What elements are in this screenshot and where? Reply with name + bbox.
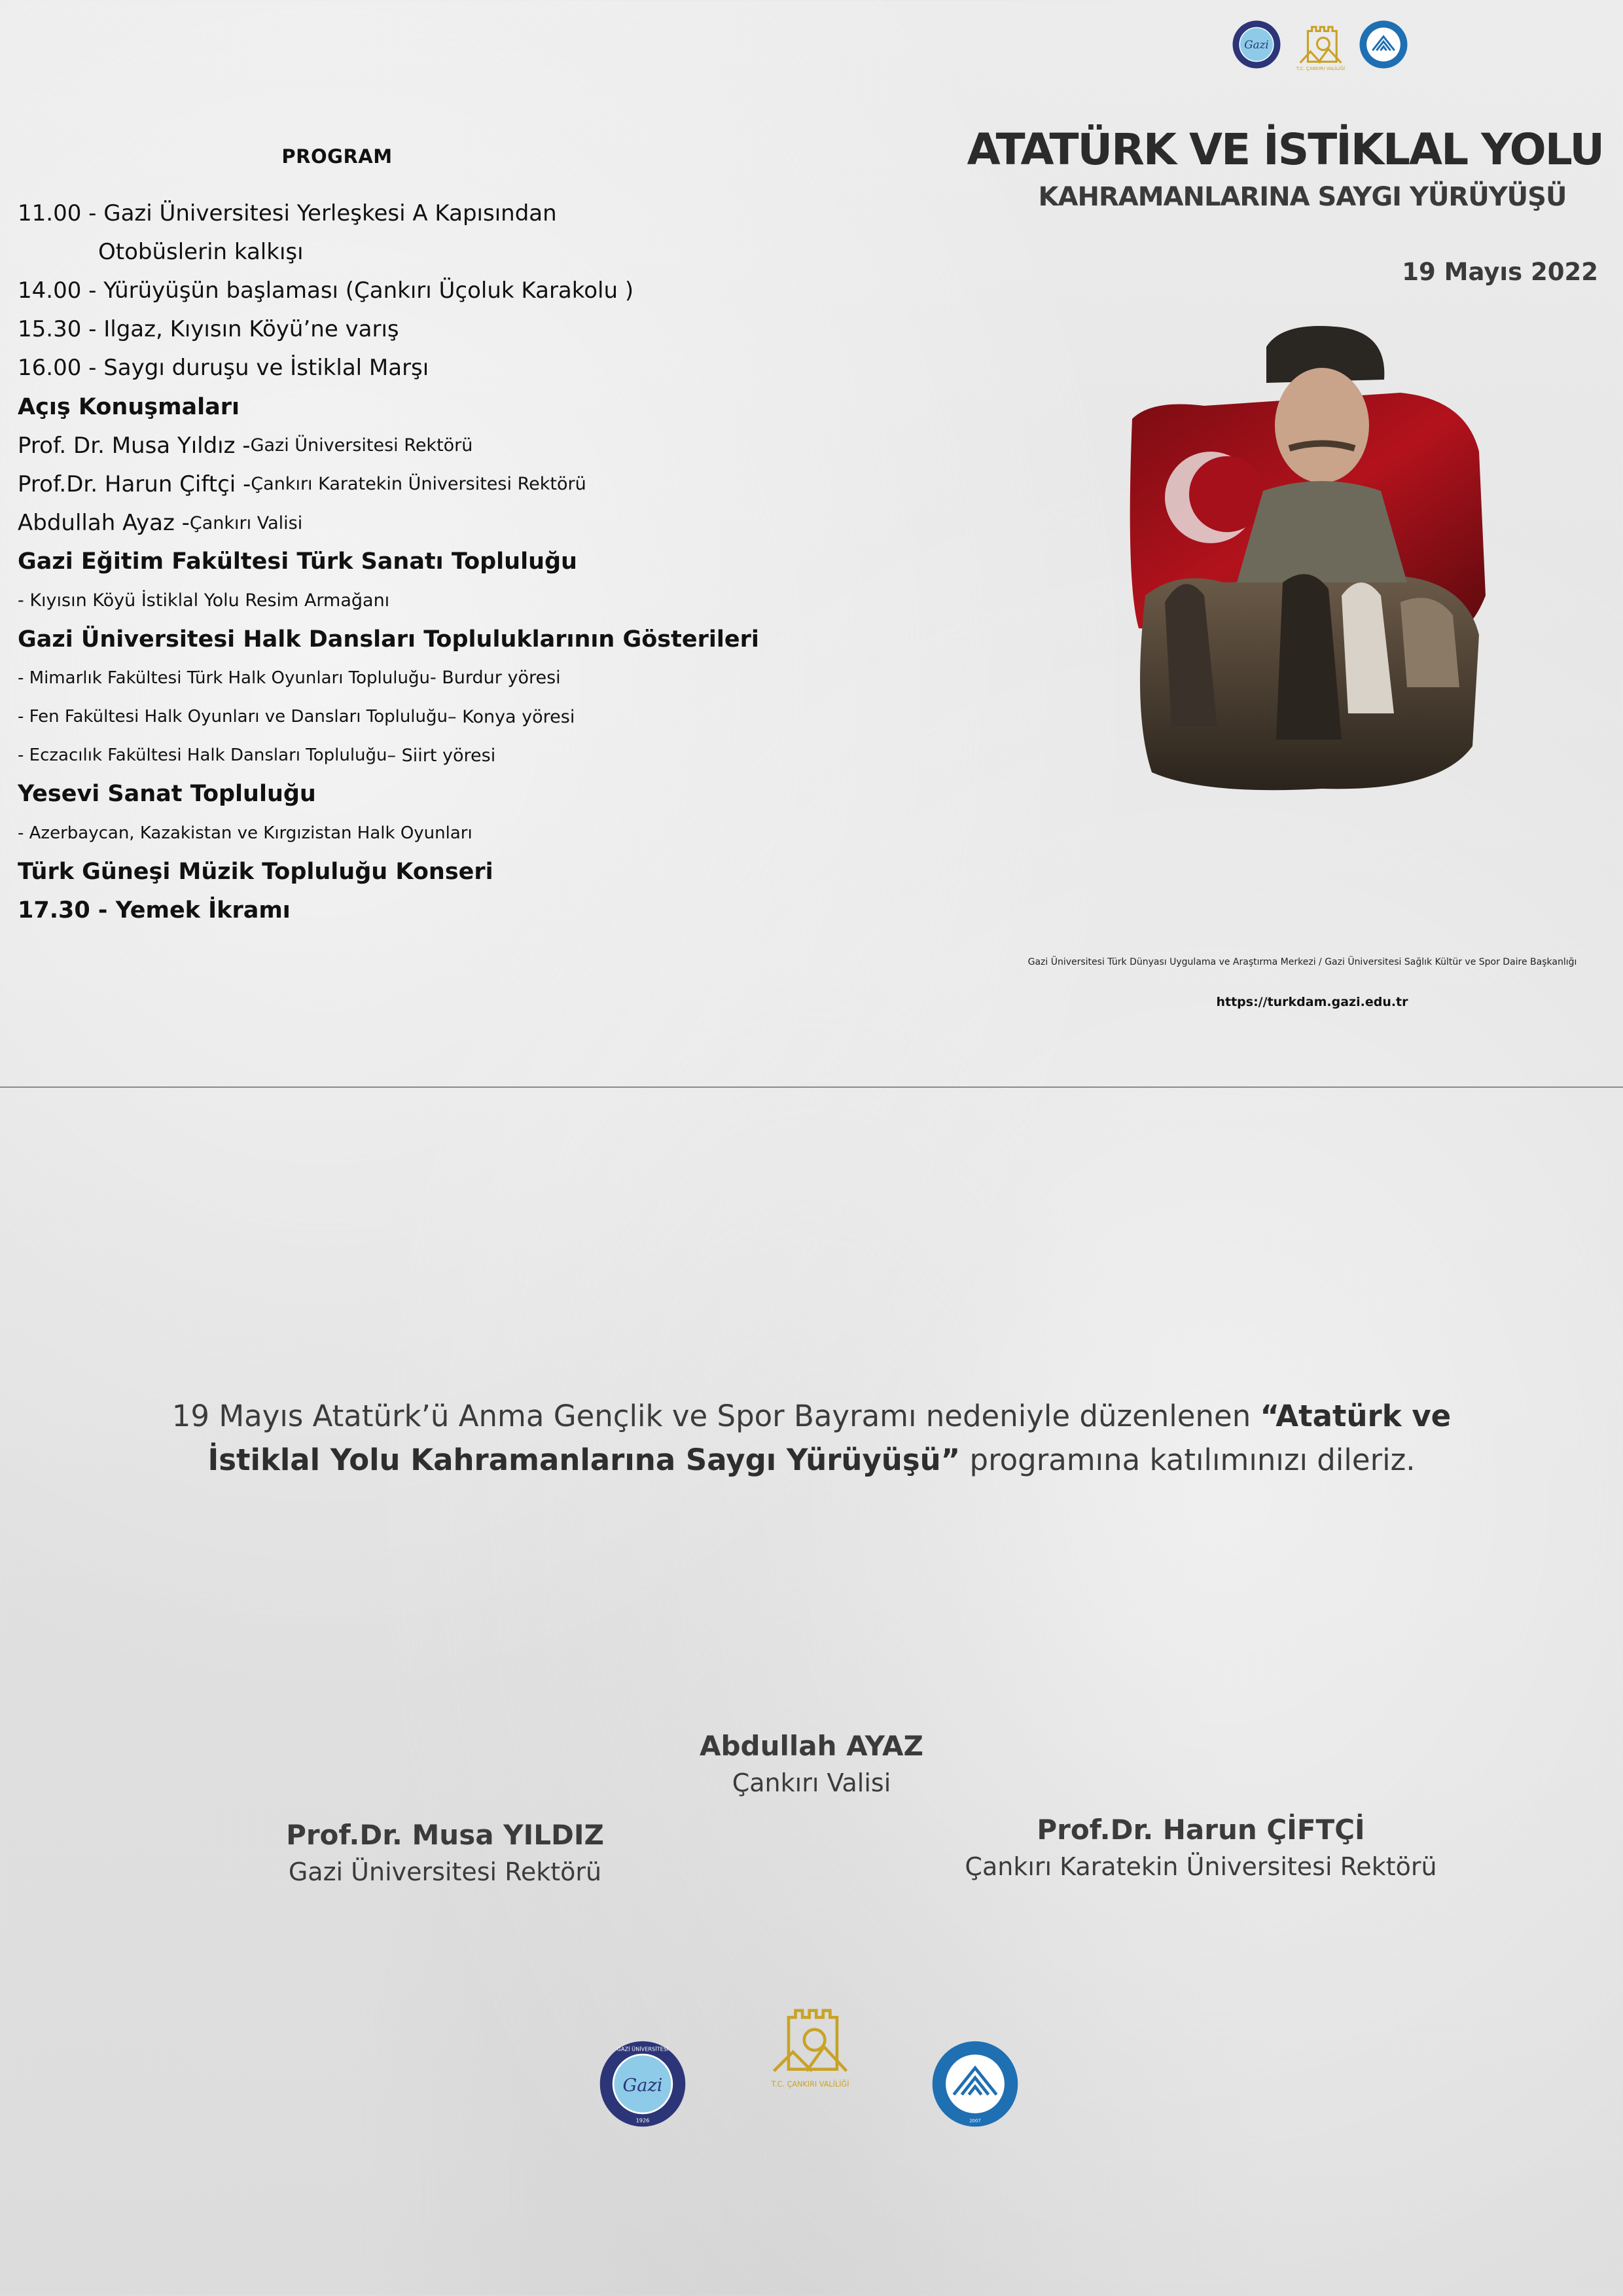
program-heading: Türk Güneşi Müzik Topluluğu Konseri [18,858,493,885]
svg-text:Gazi: Gazi [622,2075,663,2096]
program-item: - Fen Fakültesi Halk Oyunları ve Dansları Topluluğu – Konya yöresi [18,706,575,727]
program-speaker: Prof.Dr. Harun Çiftçi - Çankırı Karatekin Üniversitesi Rektörü [18,471,586,497]
signature-karatekin-rector [939,1812,1463,1885]
program-item: - Mimarlık Fakültesi Türk Halk Oyunları Topluluğu - Burdur yöresi [18,668,561,689]
karatekin-university-logo [931,2039,1020,2128]
signature-role: Çankırı Valisi [732,1768,891,1797]
signature-name: Prof.Dr. Musa YILDIZ [286,1819,604,1851]
cankiri-valiligi-logo [767,1990,853,2092]
svg-text:GAZİ ÜNİVERSİTESİ: GAZİ ÜNİVERSİTESİ [616,2045,669,2053]
signature-name: Prof.Dr. Harun ÇİFTÇİ [1037,1814,1365,1846]
invitation-text: 19 Mayıs Atatürk’ü Anma Gençlik ve Spor Bayramı nedeniyle düzenlenen “Atatürk ve İstiklal Yolu Kahramanlarına Saygı Yürüyüşü” programına katılımınızı dileriz. [171,1399,1452,1477]
program-item: 11.00 - Gazi Üniversitesi Yerleşkesi A Kapısından [18,200,557,226]
program-title: PROGRAM [281,145,393,168]
signature-role: Çankırı Karatekin Üniversitesi Rektörü [965,1852,1437,1881]
svg-text:Gazi: Gazi [1244,38,1269,52]
program-item: 16.00 - Saygı duruşu ve İstiklal Marşı [18,355,429,382]
svg-text:T.C. ÇANKIRI VALİLİĞİ: T.C. ÇANKIRI VALİLİĞİ [1296,65,1346,71]
signature-role: Gazi Üniversitesi Rektörü [288,1857,602,1886]
program-item: Otobüslerin kalkışı [98,238,304,265]
fold-line [0,1086,1623,1088]
cankiri-valiligi-logo-small [1294,16,1347,72]
svg-text:1926: 1926 [635,2117,650,2124]
program-item: - Azerbaycan, Kazakistan ve Kırgızistan Halk Oyunları [18,823,473,843]
signature-governor [615,1728,1008,1801]
program-speaker: Abdullah Ayaz - Çankırı Valisi [18,510,303,537]
cover-date: 19 Mayıs 2022 [1402,258,1598,286]
website-link[interactable]: https://turkdam.gazi.edu.tr [1216,995,1408,1009]
svg-text:2007: 2007 [969,2118,981,2124]
program-item: - Kıyısın Köyü İstiklal Yolu Resim Armağanı [18,590,390,611]
organizer-credits: Gazi Üniversitesi Türk Dünyası Uygulama ve Araştırma Merkezi / Gazi Üniversitesi Sağlık Kültür ve Spor Daire Başkanlığı [1027,957,1577,967]
ataturk-poster-image [1126,321,1492,798]
program-heading: Gazi Üniversitesi Halk Dansları Topluluklarının Gösterileri [18,626,759,653]
program-heading: Yesevi Sanat Topluluğu [18,781,316,808]
program-item: 15.30 - Ilgaz, Kıyısın Köyü’ne varış [18,316,399,343]
program-speaker: Prof. Dr. Musa Yıldız - Gazi Üniversitesi Rektörü [18,432,473,459]
gazi-university-logo [598,2039,687,2128]
cover-subtitle: KAHRAMANLARINA SAYGI YÜRÜYÜŞÜ [1038,182,1567,212]
karatekin-university-logo-small [1359,20,1408,69]
gazi-university-logo-small [1232,20,1281,69]
program-heading: Gazi Eğitim Fakültesi Türk Sanatı Topluluğu [18,548,577,575]
svg-text:T.C. ÇANKIRI VALİLİĞİ: T.C. ÇANKIRI VALİLİĞİ [771,2079,849,2089]
cover-title: ATATÜRK VE İSTİKLAL YOLU [967,124,1603,175]
program-list [18,194,790,930]
signature-gazi-rector [249,1817,641,1890]
signature-name: Abdullah AYAZ [699,1730,924,1762]
program-item: - Eczacılık Fakültesi Halk Dansları Topluluğu – Siirt yöresi [18,745,496,766]
program-item: 14.00 - Yürüyüşün başlaması (Çankırı Üçoluk Karakolu ) [18,277,634,304]
program-heading: 17.30 - Yemek İkramı [18,897,291,924]
program-heading: Açış Konuşmaları [18,393,240,420]
